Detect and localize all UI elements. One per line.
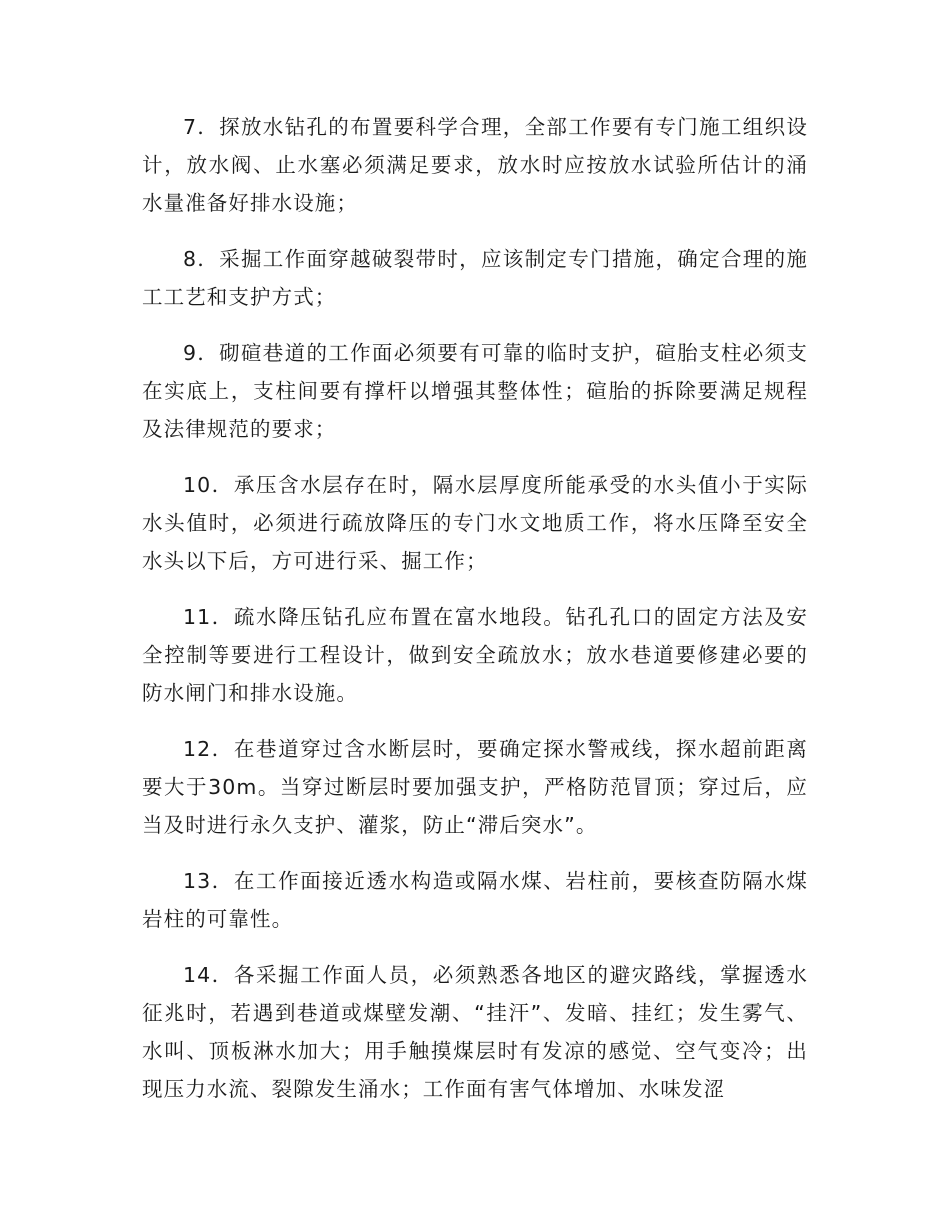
paragraph-item-8: 8．采掘工作面穿越破裂带时，应该制定专门措施，确定合理的施工工艺和支护方式； bbox=[142, 247, 808, 309]
paragraph-item-9: 9．砌碹巷道的工作面必须要有可靠的临时支护，碹胎支柱必须支在实底上，支柱间要有撑杆以增强其整体性；碹胎的拆除要满足规程及法律规范的要求； bbox=[142, 341, 808, 441]
paragraph-item-7: 7．探放水钻孔的布置要科学合理，全部工作要有专门施工组织设计，放水阀、止水塞必须满足要求，放水时应按放水试验所估计的涌水量准备好排水设施； bbox=[142, 115, 808, 215]
paragraph-item-12: 12．在巷道穿过含水断层时，要确定探水警戒线，探水超前距离要大于30m。当穿过断层时要加强支护，严格防范冒顶；穿过后，应当及时进行永久支护、灌浆，防止“滞后突水”。 bbox=[142, 737, 808, 837]
document-body bbox=[142, 108, 808, 1126]
paragraph-item-13: 13．在工作面接近透水构造或隔水煤、岩柱前，要核查防隔水煤岩柱的可靠性。 bbox=[142, 869, 808, 931]
paragraph-item-11: 11．疏水降压钻孔应布置在富水地段。钻孔孔口的固定方法及安全控制等要进行工程设计，做到安全疏放水；放水巷道要修建必要的防水闸门和排水设施。 bbox=[142, 605, 808, 705]
paragraph-item-10: 10．承压含水层存在时，隔水层厚度所能承受的水头值小于实际水头值时，必须进行疏放降压的专门水文地质工作，将水压降至安全水头以下后，方可进行采、掘工作； bbox=[142, 473, 808, 573]
paragraph-item-14: 14．各采掘工作面人员，必须熟悉各地区的避灾路线，掌握透水征兆时，若遇到巷道或煤壁发潮、“挂汗”、发暗、挂红；发生雾气、水叫、顶板淋水加大；用手触摸煤层时有发凉的感觉、空气变冷；出现压力水流、裂隙发生涌水；工作面有害气体增加、水味发涩 bbox=[142, 963, 808, 1101]
